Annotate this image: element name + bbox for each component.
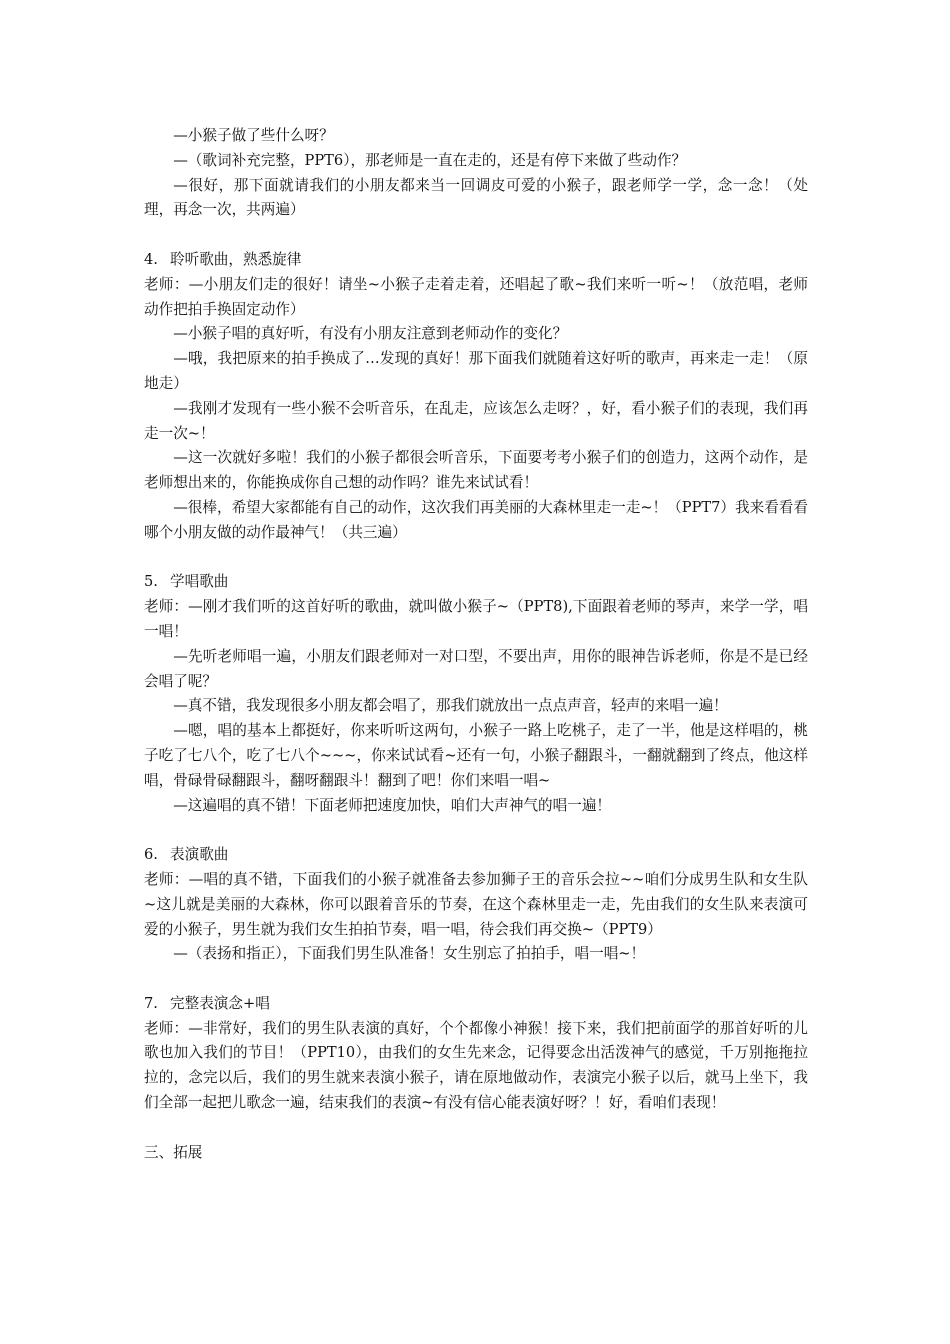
paragraph: —小猴子做了些什么呀？ <box>173 127 334 144</box>
paragraph: —很好，那下面就请我们的小朋友都来当一回调皮可爱的小猴子，跟老师学一学，念一念！（处理，再念一次，共两遍） <box>144 176 808 219</box>
paragraph: —真不错，我发现很多小朋友都会唱了，那我们就放出一点点声音，轻声的来唱一遍！ <box>173 697 728 715</box>
section-heading <box>144 992 808 1017</box>
section-heading <box>144 248 808 273</box>
section-title: 学唱歌曲 <box>170 573 229 591</box>
section-title: 聆听歌曲，熟悉旋律 <box>170 250 302 268</box>
paragraph: —这遍唱的真不错！下面老师把速度加快，咱们大声神气的唱一遍！ <box>173 796 612 814</box>
paragraph: 三、拓展 <box>144 1143 203 1161</box>
section-number: 7. <box>144 994 158 1012</box>
paragraph-gap <box>144 223 808 248</box>
section-heading <box>144 570 808 595</box>
section-heading <box>144 843 808 868</box>
paragraph-gap <box>144 1116 808 1141</box>
paragraph: —这一次就好多啦！我们的小猴子都很会听音乐，下面要考考小猴子们的创造力，这两个动作，是老师想出来的，你能换成你自己想的动作吗？谁先来试试看！ <box>144 449 808 492</box>
paragraph: —我刚才发现有一些小猴不会听音乐，在乱走，应该怎么走呀？，好，看小猴子们的表现，我们再走一次~！ <box>144 399 808 442</box>
paragraph: 老师：—非常好，我们的男生队表演的真好，个个都像小神猴！接下来，我们把前面学的那首好听的儿歌也加入我们的节目！（PPT10），由我们的女生先来念，记得要念出活泼神气的感觉，千万别拖拖拉拉的，念完以后，我们的男生就来表演小猴子，请在原地做动作，表演完小猴子以后，就马上坐下，我们全部一起把儿歌念一遍，结束我们的表演~有没有信心能表演好呀？！好，看咱们表现！ <box>144 1019 808 1112</box>
paragraph: 老师：—小朋友们走的很好！请坐~小猴子走着走着，还唱起了歌~我们来听一听~！（放范唱，老师动作把拍手换固定动作） <box>144 275 808 318</box>
paragraph: 老师：—刚才我们听的这首好听的歌曲，就叫做小猴子~（PPT8),下面跟着老师的琴声，来学一学，唱一唱！ <box>144 598 808 640</box>
paragraph-gap <box>144 546 808 571</box>
paragraph: —嗯，唱的基本上都挺好，你来听听这两句，小猴子一路上吃桃子，走了一半，他是这样唱的，桃子吃了七八个，吃了七八个~~~，你来试试看~还有一句，小猴子翻跟斗，一翻就翻到了终点，他这样唱，骨碌骨碌翻跟斗，翻呀翻跟斗！翻到了吧！你们来唱一唱~ <box>144 722 808 789</box>
section-number: 6. <box>144 846 158 864</box>
paragraph: 老师：—唱的真不错，下面我们的小猴子就准备去参加狮子王的音乐会拉~~咱们分成男生队和女生队~这儿就是美丽的大森林，你可以跟着音乐的节奏，在这个森林里走一走，先由我们的女生队来表演可爱的小猴子，男生就为我们女生拍拍节奏，唱一唱，待会我们再交换~（PPT9） <box>144 870 808 938</box>
paragraph: —很棒，希望大家都能有自己的动作，这次我们再美丽的大森林里走一走~！（PPT7）我来看看看哪个小朋友做的动作最神气！（共三遍） <box>144 498 808 541</box>
paragraph: —先听老师唱一遍，小朋友们跟老师对一对口型，不要出声，用你的眼神告诉老师，你是不是已经会唱了呢？ <box>144 647 808 690</box>
paragraph: —哦，我把原来的拍手换成了…发现的真好！那下面我们就随着这好听的歌声，再来走一走！（原地走） <box>144 350 808 392</box>
section-number: 4. <box>144 250 158 268</box>
paragraph: —小猴子唱的真好听，有没有小朋友注意到老师动作的变化？ <box>173 325 568 343</box>
section-title: 表演歌曲 <box>170 846 229 864</box>
paragraph-gap <box>144 818 808 843</box>
paragraph-gap <box>144 967 808 992</box>
paragraph: —（歌词补充完整，PPT6），那老师是一直在走的，还是有停下来做了些动作？ <box>173 151 687 169</box>
paragraph: —（表扬和指正），下面我们男生队准备！女生别忘了拍拍手，唱一唱~！ <box>173 945 646 963</box>
section-number: 5. <box>144 573 158 591</box>
document-body <box>144 124 808 1165</box>
section-title: 完整表演念+唱 <box>170 994 270 1012</box>
